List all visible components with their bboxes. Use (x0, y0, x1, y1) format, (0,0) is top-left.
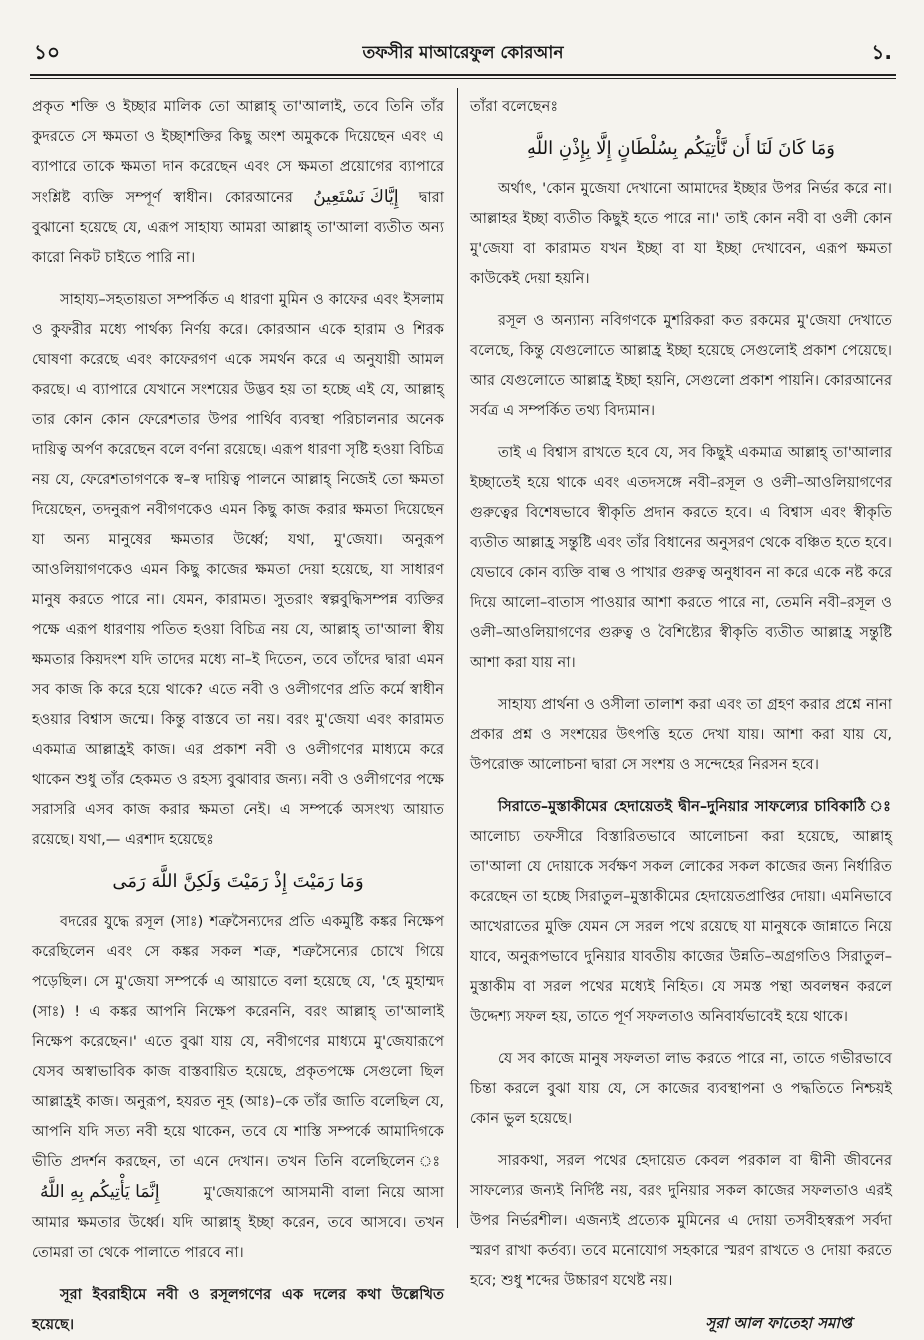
right-p5-text: আলোচ্য তফসীরে বিস্তারিতভাবে আলোচনা করা হয়েছে, আল্লাহ্ তা'আলা যে দোয়াকে সর্বক্ষণ সকল লোকের সকল কাজের জন্য নির্ধারিত করেছেন তা হচ্ছে সিরাতুল–মুস্তাকীমের হেদায়েতপ্রাপ্তির দোয়া। এমনিভাবে আখেরাতের মুক্তি যেমন সে সরল পথে রয়েছে যা মানুষকে জান্নাতে নিয়ে যাবে, অনুরূপভাবে দুনিয়ার যাবতীয় কাজের উন্নতি–অগ্রগতিও সিরাতুল–মুস্তাকীম বা সরল পথের মধ্যেই নিহিত। যে সমস্ত পন্থা অবলম্বন করলে উদ্দেশ্য সফল হয়, তাতে পূর্ণ সফলতাও অনিবার্যভাবেই হয়ে থাকে। (470, 828, 892, 1025)
right-paragraph-7: সারকথা, সরল পথের হেদায়েত কেবল পরকাল বা দ্বীনী জীবনের সাফল্যের জন্যই নির্দিষ্ট নয়, বরং দুনিয়ার সকল কাজের সফলতাও এরই উপর নির্ভরশীল। এজন্যই প্রত্যেক মুমিনের এ দোয়া তসবীহস্বরূপ সর্বদা স্মরণ রাখা কর্তব্য। তবে মনোযোগ সহকারে স্মরণ রাখতে ও দোয়া করতে হবে; শুধু শব্দের উচ্চারণ যথেষ্ট নয়। (470, 1152, 892, 1289)
right-lead: তাঁরা বলেছেনঃ (470, 98, 559, 115)
left-p1-text-b: দ্বারা বুঝানো হয়েছে যে, এরূপ সাহায্য আমরা আল্লাহ্ তা'আলা ব্যতীত অন্য কারো নিকট চাইতে পারি না। (32, 189, 444, 266)
right-paragraph-6: যে সব কাজে মানুষ সফলতা লাভ করতে পারে না, তাতে গভীরভাবে চিন্তা করলে বুঝা যায় যে, সে কাজের ব্যবস্থাপনা ও পদ্ধতিতে নিশ্চয়ই কোন ভুল হয়েছে। (470, 1050, 892, 1127)
arabic-phrase-inline-1: إِيَّاكَ نَسْتَعِينُ (313, 187, 399, 207)
page-number-left: ১০ (34, 40, 60, 64)
section-heading: সিরাতে–মুস্তাকীমের হেদায়েতই দ্বীন–দুনিয়ার সাফল্যের চাবিকাঠি ঃ (498, 798, 892, 815)
left-paragraph-2: সাহায্য–সহতায়তা সম্পর্কিত এ ধারণা মুমিন ও কাফের এবং ইসলাম ও কুফরীর মধ্যে পার্থক্য নির্ণয় করে। কোরআন একে হারাম ও শিরক ঘোষণা করেছে এবং কাফেরগণ একে সমর্থন করে এ অনুযায়ী আমল করছে। এ ব্যাপারে যেখানে সংশয়ের উদ্ভব হয় তা হচ্ছে এই যে, আল্লাহ্ তার কোন কোন ফেরেশতার উপর পার্থিব ব্যবস্থা পরিচালনার অনেক দায়িত্ব অর্পণ করেছেন বলে বর্ণনা রয়েছে। এরূপ ধারণা সৃষ্টি হওয়া বিচিত্র নয় যে, ফেরেশতাগণকে স্ব–স্ব দায়িত্ব পালনে আল্লাহ্ নিজেই তো ক্ষমতা দিয়েছেন, তদনুরূপ নবীগণকেও এমন কিছু কাজ করার ক্ষমতা দিয়েছেন যা অন্য মানুষের ক্ষমতার উর্ধ্বে; যথা, মু'জেযা। অনুরূপ আওলিয়াগণকেও এমন কিছু কাজের ক্ষমতা দেয়া হয়েছে, যা সাধারণ মানুষ করতে পারে না। যেমন, কারামত। সুতরাং স্বল্পবুদ্ধিসম্পন্ন ব্যক্তির পক্ষে এরূপ ধারণায় পতিত হওয়া বিচিত্র নয় যে, আল্লাহ্ তা'আলা স্বীয় ক্ষমতার কিয়দংশ যদি তাদের মধ্যে না–ই দিতেন, তবে তাঁদের দ্বারা এমন সব কাজ কি করে হয়ে থাকে? এতে নবী ও ওলীগণের প্রতি কর্মে স্বাধীন হওয়ার বিশ্বাস জন্মে। কিন্তু বাস্তবে তা নয়। বরং মু'জেযা এবং কারামত একমাত্র আল্লাহ্রই কাজ। এর প্রকাশ নবী ও ওলীগণের মাধ্যমে করে থাকেন শুধু তাঁর হেকমত ও রহস্য বুঝাবার জন্য। নবী ও ওলীগণের পক্ষে সরাসরি এসব কাজ করার ক্ষমতা নেই। এ সম্পর্কে অসংখ্য আয়াত রয়েছে। যথা,— এরশাদ হয়েছেঃ (32, 291, 444, 848)
left-p1-text-a: প্রকৃত শক্তি ও ইচ্ছার মালিক তো আল্লাহ্ তা'আলাই, তবে তিনি তাঁর কুদরতে সে ক্ষমতা ও ইচ্ছাশক্তির কিছু অংশ অমুককে দিয়েছেন এবং এ ব্যাপারে তাকে ক্ষমতা দান করেছেন এবং সে ক্ষমতা প্রয়োগের ব্যাপারে সংশ্লিষ্ট ব্যক্তি সম্পূর্ণ স্বাধীন। কোরআনের (32, 98, 444, 206)
page-header (30, 30, 896, 70)
left-paragraph-1 (32, 92, 444, 273)
arabic-verse-2: وَمَا كَانَ لَنَا أَن نَّأْتِيَكُم بِسُلْطَانٍ إِلَّا بِإِذْنِ اللَّهِ (527, 138, 835, 159)
left-p3-text-a: বদরের যুদ্ধে রসূল (সাঃ) শত্রুসৈন্যদের প্রতি একমুষ্টি কঙ্কর নিক্ষেপ করেছিলেন এবং সে কঙ্কর সকল শত্রু, শত্রুসৈন্যের চোখে গিয়ে পড়েছিল। সে মু'জেযা সম্পর্কে এ আয়াতে বলা হয়েছে যে, 'হে মুহাম্মদ (সাঃ) ! এ কঙ্কর আপনি নিক্ষেপ করেননি, বরং আল্লাহ্ তা'আলাই নিক্ষেপ করেছেন।' এতে বুঝা যায় যে, নবীগণের মাধ্যমে মু'জেযারূপে যেসব অস্বাভাবিক কাজ বাস্তবায়িত হয়েছে, প্রকৃতপক্ষে সেগুলো ছিল আল্লাহ্রই কাজ। অনুরূপ, হযরত নূহ (আঃ)–কে তাঁর জাতি বলেছিল যে, আপনি যদি সত্য নবী হয়ে থাকেন, তবে যে শাস্তি সম্পর্কে আমাদিগকে ভীতি প্রদর্শন করছেন, তা এনে দেখান। তখন তিনি বলেছিলেন ঃ (32, 913, 444, 1170)
right-paragraph-5 (470, 792, 892, 1032)
left-column (32, 92, 445, 1333)
column-divider (457, 88, 458, 1228)
header-divider (30, 74, 896, 76)
left-paragraph-3 (32, 907, 444, 1268)
left-paragraph-4: সূরা ইবরাহীমে নবী ও রসূলগণের এক দলের কথা উল্লেখিত হয়েছে। (32, 1286, 444, 1333)
arabic-phrase-inline-2: إِنَّمَا يَأْتِيكُم بِهِ اللَّهُ (40, 1182, 160, 1202)
page-number-right: ১. (871, 40, 892, 64)
left-p3-text-b: মু'জেযারূপে আসমানী বালা নিয়ে আসা আমার ক্ষমতার উর্ধ্বে। যদি আল্লাহ্ ইচ্ছা করেন, তবে আসবে। তখন তোমরা তা থেকে পালাতে পারবে না। (32, 1184, 445, 1261)
right-column (470, 92, 892, 1332)
arabic-verse-1: وَمَا رَمَيْتَ إِذْ رَمَيْتَ وَلَكِنَّ اللَّهَ رَمَى (112, 871, 364, 892)
header-divider-thin (30, 78, 896, 79)
right-paragraph-2: রসূল ও অন্যান্য নবিগণকে মুশরিকরা কত রকমের মু'জেযা দেখাতে বলেছে, কিন্তু যেগুলোতে আল্লাহ্র ইচ্ছা হয়েছে সেগুলোই প্রকাশ পেয়েছে। আর যেগুলোতে আল্লাহ্র ইচ্ছা হয়নি, সেগুলো প্রকাশ পায়নি। কোরআনের সর্বত্র এ সম্পর্কিত তথ্য বিদ্যমান। (470, 312, 892, 419)
right-paragraph-4: সাহায্য প্রার্থনা ও ওসীলা তালাশ করা এবং তা গ্রহণ করার প্রশ্নে নানা প্রকার প্রশ্ন ও সংশয়ের উৎপত্তি হতে দেখা যায়। আশা করা যায় যে, উপরোক্ত আলোচনা দ্বারা সে সংশয় ও সন্দেহের নিরসন হবে। (470, 696, 892, 773)
surah-end-note: সূরা আল ফাতেহা সমাপ্ত (705, 1314, 852, 1332)
running-title: তফসীর মাআরেফুল কোরআন (362, 43, 564, 63)
right-paragraph-3: তাই এ বিশ্বাস রাখতে হবে যে, সব কিছুই একমাত্র আল্লাহ্ তা'আলার ইচ্ছাতেই হয়ে থাকে এবং এতদসঙ্গে নবী–রসূল ও ওলী–আওলিয়াগণের গুরুত্বের বিশেষভাবে স্বীকৃতি প্রদান করতে হবে। এ বিশ্বাস এবং স্বীকৃতি ব্যতীত আল্লাহ্র সন্তুষ্টি এবং তাঁর বিধানের অনুসরণ থেকে বঞ্চিত হতে হবে। যেভাবে কোন ব্যক্তি বাল্ব ও পাখার গুরুত্ব অনুধাবন না করে একে নষ্ট করে দিয়ে আলো–বাতাস পাওয়ার আশা করতে পারে না, তেমনি নবী–রসূল ও ওলী–আওলিয়াগণের গুরুত্ব ও বৈশিষ্ট্যের স্বীকৃতি ব্যতীত আল্লাহ্র সন্তুষ্টি আশা করা যায় না। (470, 444, 892, 671)
right-paragraph-1: অর্থাৎ, 'কোন মুজেযা দেখানো আমাদের ইচ্ছার উপর নির্ভর করে না। আল্লাহর ইচ্ছা ব্যতীত কিছুই হতে পারে না।' তাই কোন নবী বা ওলী কোন মু'জেযা বা কারামত যখন ইচ্ছা বা যা ইচ্ছা দেখাবেন, এরূপ ক্ষমতা কাউকেই দেয়া হয়নি। (470, 180, 892, 287)
